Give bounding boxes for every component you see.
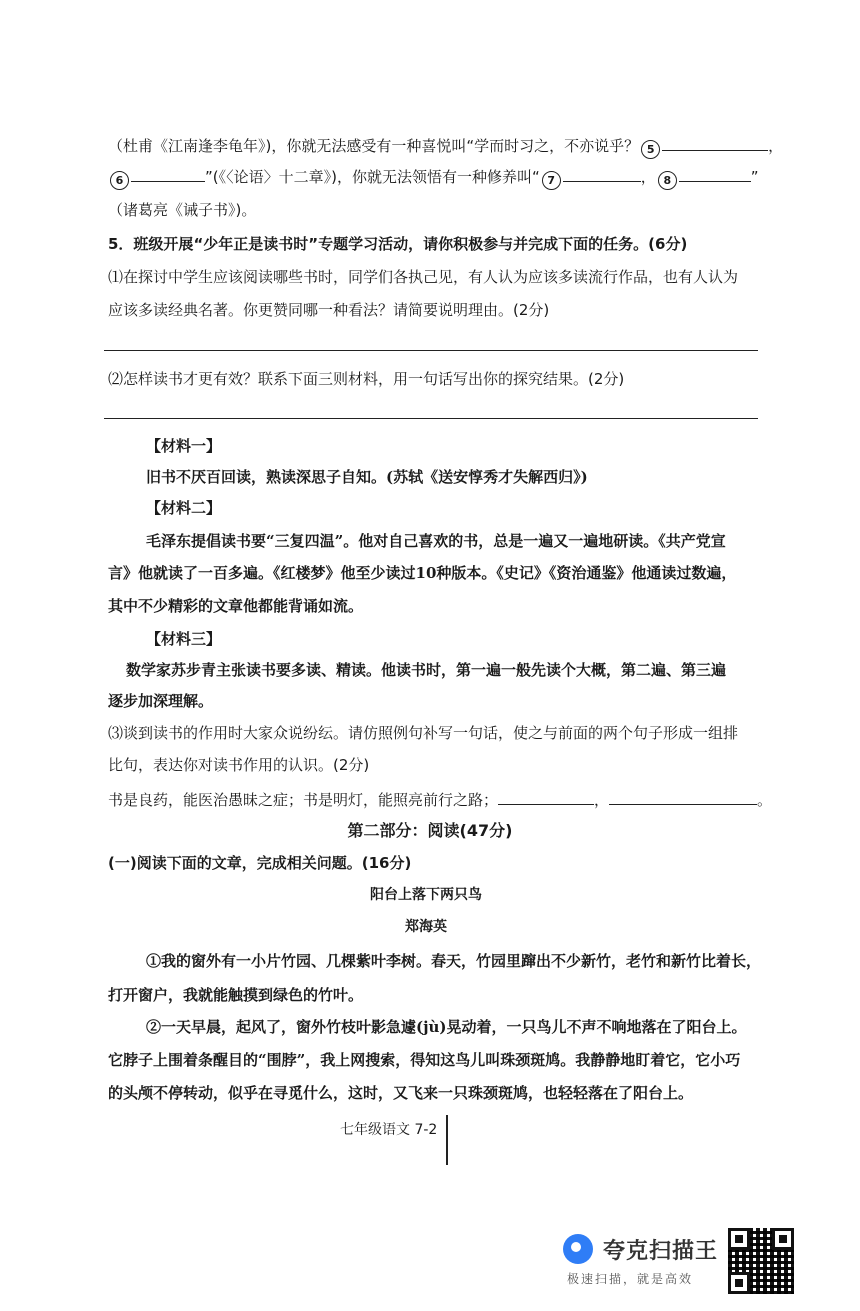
q4-line-2 [108, 165, 768, 190]
punct: ， [640, 168, 656, 186]
material-3-title: 【材料三】 [146, 630, 222, 648]
brand-name: 夸克扫描王 [603, 1239, 719, 1264]
q5-part1-line-1: ⑴在探讨中学生应该阅读哪些书时，同学们各执己见，有人认为应该多读流行作品，也有人认为 [108, 268, 739, 286]
q5-part2: ⑵怎样读书才更有效？联系下面三则材料，用一句话写出你的探究结果。(2分) [108, 370, 625, 388]
material-2-title: 【材料二】 [146, 499, 222, 517]
q5-part3-line-1: ⑶谈到读书的作用时大家众说纷纭。请仿照例句补写一句话，使之与前面的两个句子形成一组排 [108, 724, 739, 742]
blank-number-7: 7 [542, 171, 561, 190]
answer-line-part1[interactable] [104, 350, 758, 351]
qr-finder [772, 1228, 794, 1250]
blank-8[interactable] [679, 165, 751, 182]
q5-part3-line-3 [108, 788, 773, 811]
material-3-line-1: 数学家苏步青主张读书要多读、精读。他读书时，第一遍一般先读个大概，第二遍、第三遍 [126, 661, 727, 679]
article-title: 阳台上落下两只鸟 [370, 887, 482, 903]
q4-line-1 [108, 134, 784, 159]
q4-line-3: （诸葛亮《诫子书》)。 [108, 201, 257, 219]
blank-number-8: 8 [658, 171, 677, 190]
q4-text: （杜甫《江南逢李龟年》)，你就无法感受有一种喜悦叫“学而时习之，不亦说乎？ [108, 137, 640, 155]
qr-code-icon[interactable] [728, 1228, 794, 1294]
paragraph-2-line-2: 它脖子上围着条醒目的“围脖”，我上网搜索，得知这鸟儿叫珠颈斑鸠。我静静地盯着它，它小巧 [108, 1051, 741, 1069]
blank-number-5: 5 [641, 140, 660, 159]
paragraph-2-line-1: ②一天早晨，起风了，窗外竹枝叶影急遽(jù)晃动着，一只鸟儿不声不响地落在了阳台上。 [146, 1018, 747, 1036]
blank-6[interactable] [131, 165, 205, 182]
material-2-line-3: 其中不少精彩的文章他都能背诵如流。 [108, 597, 364, 615]
punct: ， [768, 137, 784, 155]
brand-tagline: 极速扫描，就是高效 [567, 1272, 694, 1286]
part2-heading: 第二部分：阅读(47分) [347, 821, 513, 840]
qr-finder [728, 1228, 750, 1250]
material-1-title: 【材料一】 [146, 437, 222, 455]
blank-part3-b[interactable] [609, 788, 757, 805]
quark-logo-icon [563, 1234, 593, 1264]
material-1-text: 旧书不厌百回读，熟读深思子自知。(苏轼《送安惇秀才失解西归》) [146, 468, 588, 486]
paragraph-2-line-3: 的头颅不停转动，似乎在寻觅什么，这时，又飞来一只珠颈斑鸠，也轻轻落在了阳台上。 [108, 1084, 694, 1102]
answer-line-part2[interactable] [104, 418, 758, 419]
blank-number-6: 6 [110, 171, 129, 190]
paragraph-1-line-2: 打开窗户，我就能触摸到绿色的竹叶。 [108, 986, 364, 1004]
section-1-instruction: (一)阅读下面的文章，完成相关问题。(16分) [108, 854, 412, 872]
article-author: 郑海英 [405, 919, 447, 935]
qr-finder [728, 1272, 750, 1294]
example-sentence: 书是良药，能医治愚昧之症；书是明灯，能照亮前行之路； [108, 791, 499, 809]
q5-part1-line-2: 应该多读经典名著。你更赞同哪一种看法？请简要说明理由。(2分) [108, 301, 550, 319]
q5-title: 5．班级开展“少年正是读书时”专题学习活动，请你积极参与并完成下面的任务。(6分) [108, 235, 688, 253]
paragraph-1-line-1: ①我的窗外有一小片竹园、几棵紫叶李树。春天，竹园里蹿出不少新竹，老竹和新竹比着长， [146, 952, 762, 970]
page-footer: 七年级语文 7-2 [340, 1122, 438, 1138]
material-2-line-1: 毛泽东提倡读书要“三复四温”。他对自己喜欢的书，总是一遍又一遍地研读。《共产党宣 [146, 532, 726, 550]
blank-7[interactable] [563, 165, 641, 182]
punct: ， [594, 791, 610, 809]
blank-5[interactable] [662, 134, 768, 151]
material-2-line-2: 言》他就读了一百多遍。《红楼梦》他至少读过10种版本。《史记》《资治通鉴》他通读过数遍， [108, 564, 737, 582]
material-3-line-2: 逐步加深理解。 [108, 692, 214, 710]
blank-part3-a[interactable] [498, 788, 594, 805]
punct: ” [750, 168, 759, 186]
q5-part3-line-2: 比句，表达你对读书作用的认识。(2分) [108, 756, 370, 774]
punct: 。 [757, 791, 773, 809]
q4-text: ”(《〈论语〉十二章》)，你就无法领悟有一种修养叫“ [205, 168, 540, 186]
